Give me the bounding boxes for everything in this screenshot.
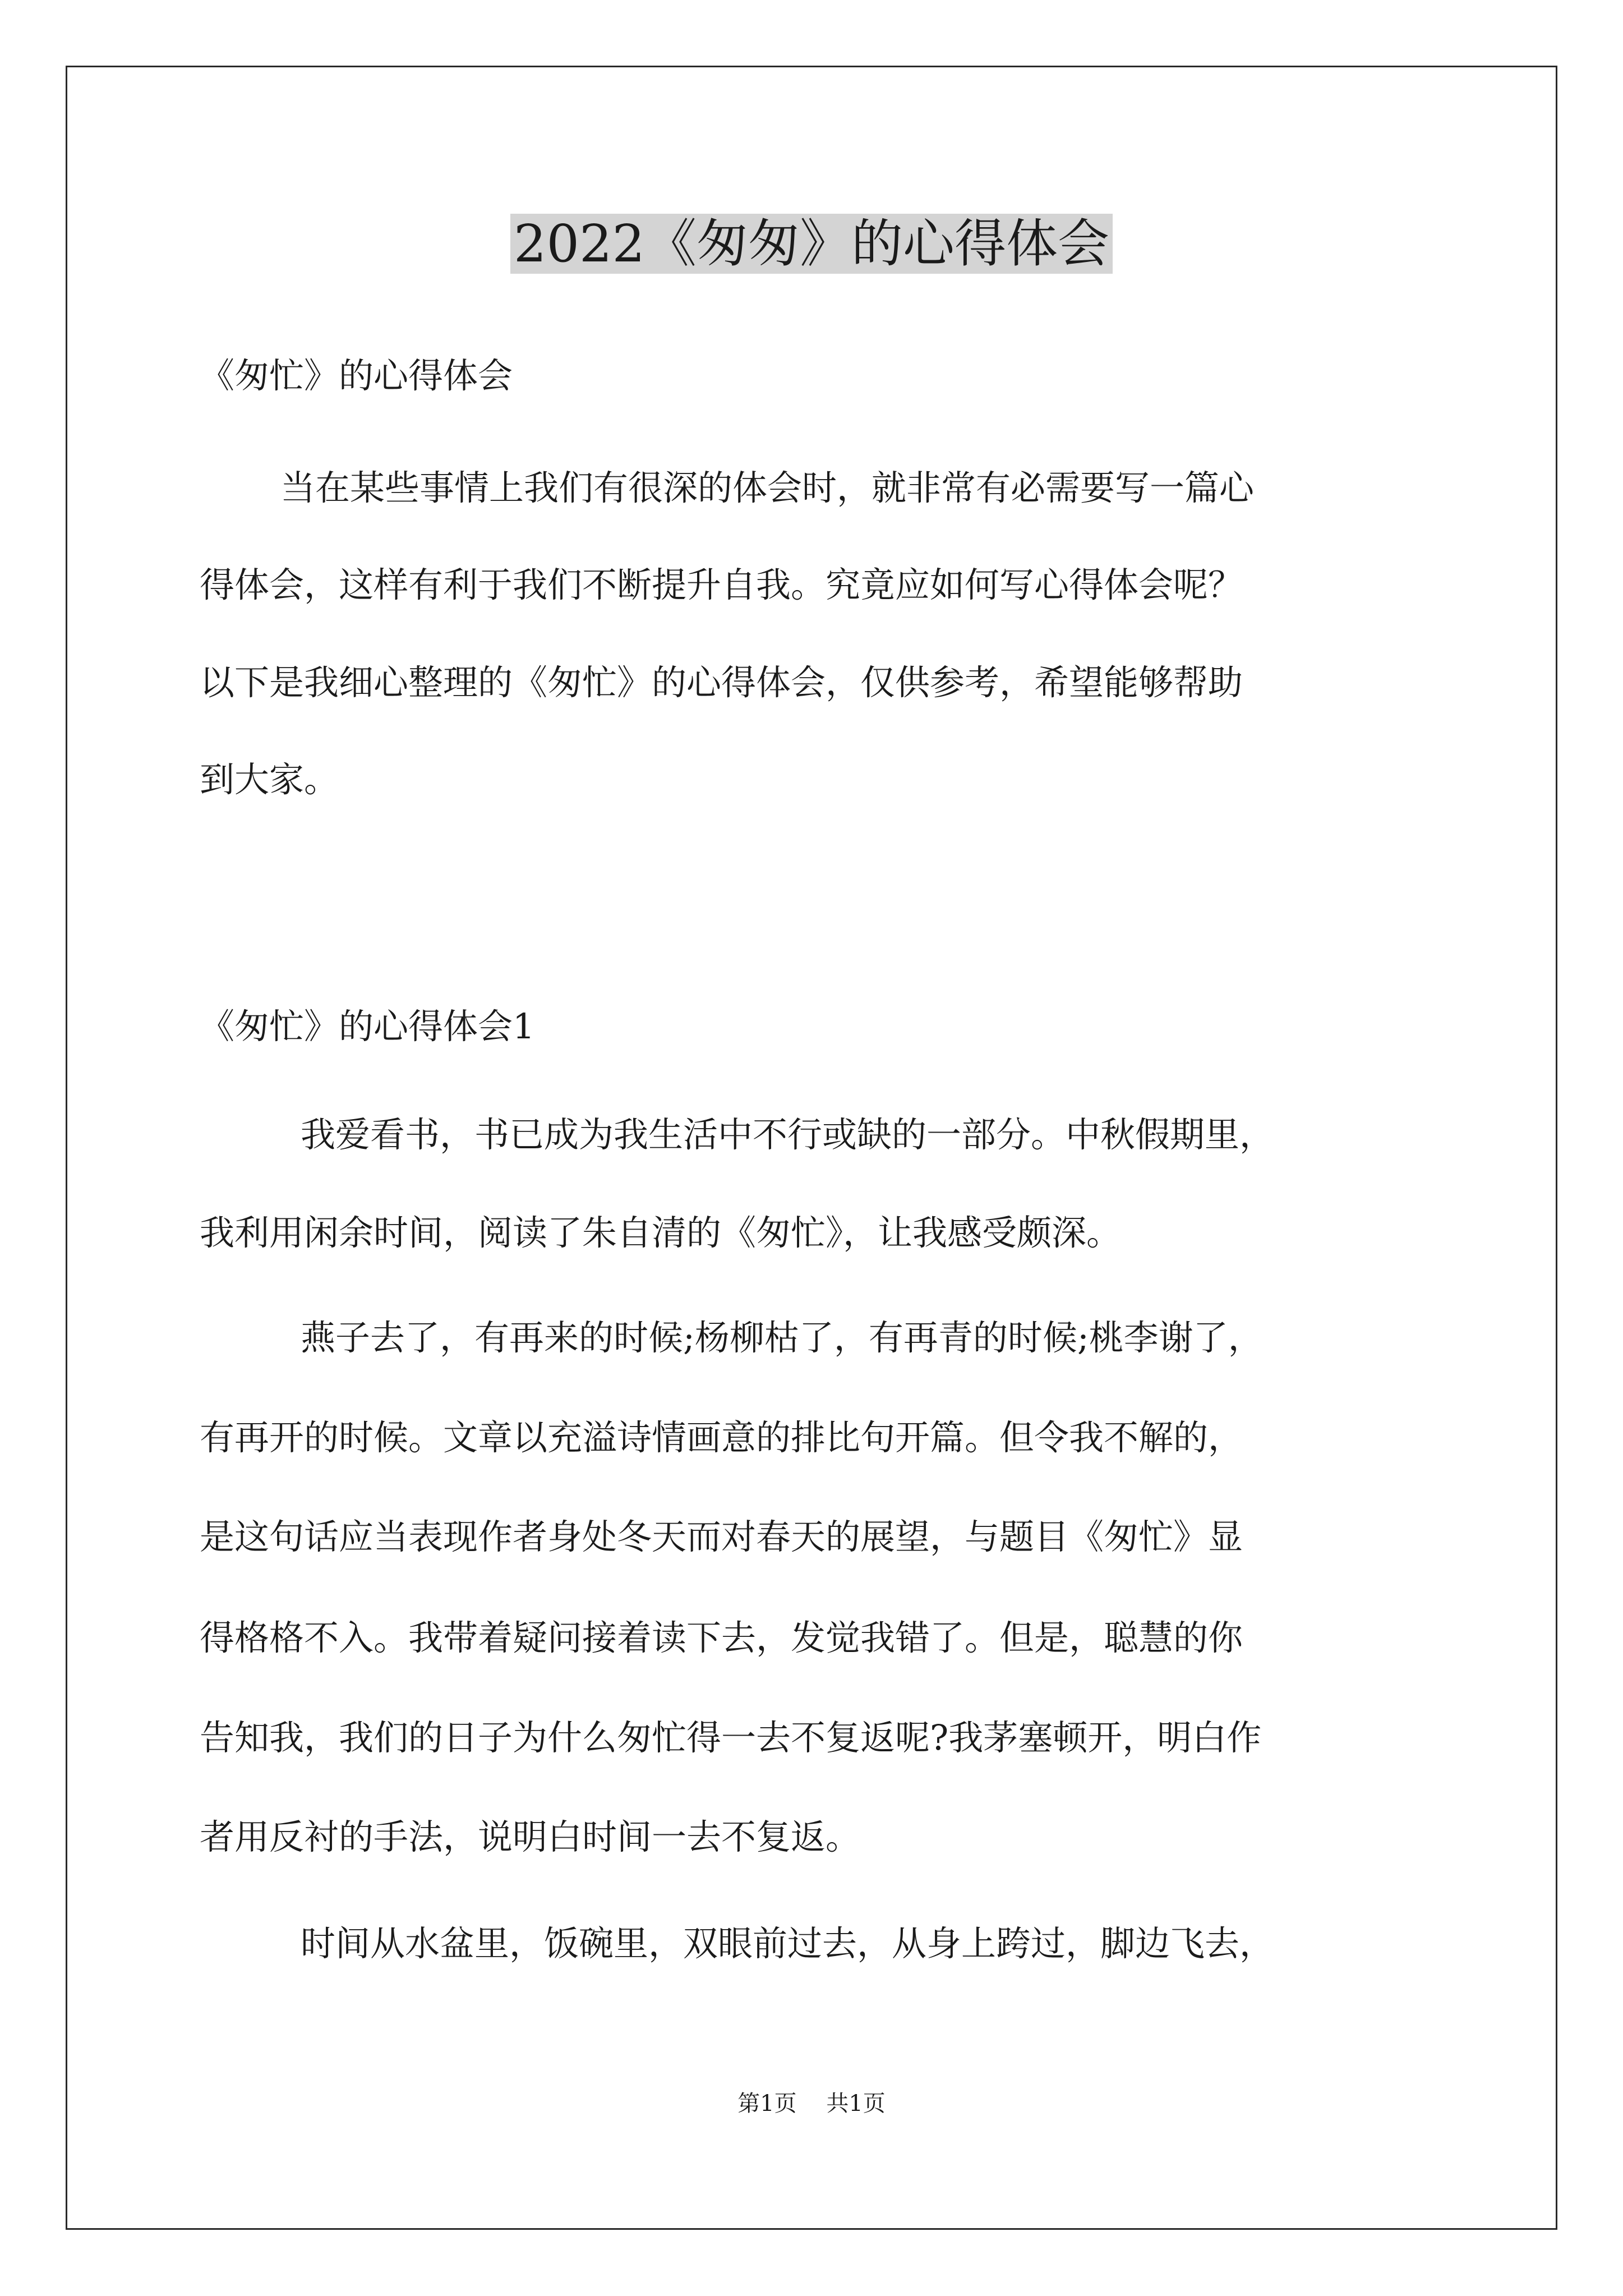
paragraph-line: 者用反衬的手法，说明白时间一去不复返。 — [200, 1816, 861, 1857]
paragraph-line: 得格格不入。我带着疑问接着读下去，发觉我错了。但是，聪慧的你 — [200, 1617, 1243, 1658]
paragraph-line: 告知我，我们的日子为什么匆忙得一去不复返呢?我茅塞顿开，明白作 — [200, 1717, 1262, 1758]
paragraph-line: 燕子去了，有再来的时候;杨柳枯了，有再青的时候;桃李谢了， — [301, 1317, 1263, 1358]
page-footer — [0, 2087, 1623, 2120]
paragraph-line: 是这句话应当表现作者身处冬天而对春天的展望，与题目《匆忙》显 — [200, 1516, 1243, 1557]
section-heading: 《匆忙》的心得体会1 — [200, 1006, 535, 1047]
intro-heading: 《匆忙》的心得体会 — [200, 355, 513, 396]
page-total: 共1页 — [826, 2091, 886, 2116]
paragraph-line: 有再开的时候。文章以充溢诗情画意的排比句开篇。但令我不解的， — [200, 1417, 1243, 1458]
document-title-text: 2022《匆匆》的心得体会 — [510, 214, 1113, 274]
paragraph-line: 我利用闲余时间，阅读了朱自清的《匆忙》，让我感受颇深。 — [200, 1212, 1122, 1253]
paragraph-line: 我爱看书，书已成为我生活中不行或缺的一部分。中秋假期里， — [301, 1114, 1275, 1155]
paragraph-line: 得体会，这样有利于我们不断提升自我。究竟应如何写心得体会呢？ — [200, 564, 1243, 605]
document-title — [0, 208, 1623, 280]
paragraph-line: 以下是我细心整理的《匆忙》的心得体会，仅供参考，希望能够帮助 — [200, 662, 1243, 703]
paragraph-line: 到大家。 — [200, 759, 339, 800]
paragraph-line: 时间从水盆里，饭碗里，双眼前过去，从身上跨过，脚边飞去， — [301, 1923, 1275, 1964]
page-number: 第1页 — [737, 2091, 797, 2116]
paragraph-line: 当在某些事情上我们有很深的体会时，就非常有必需要写一篇心 — [280, 467, 1255, 508]
